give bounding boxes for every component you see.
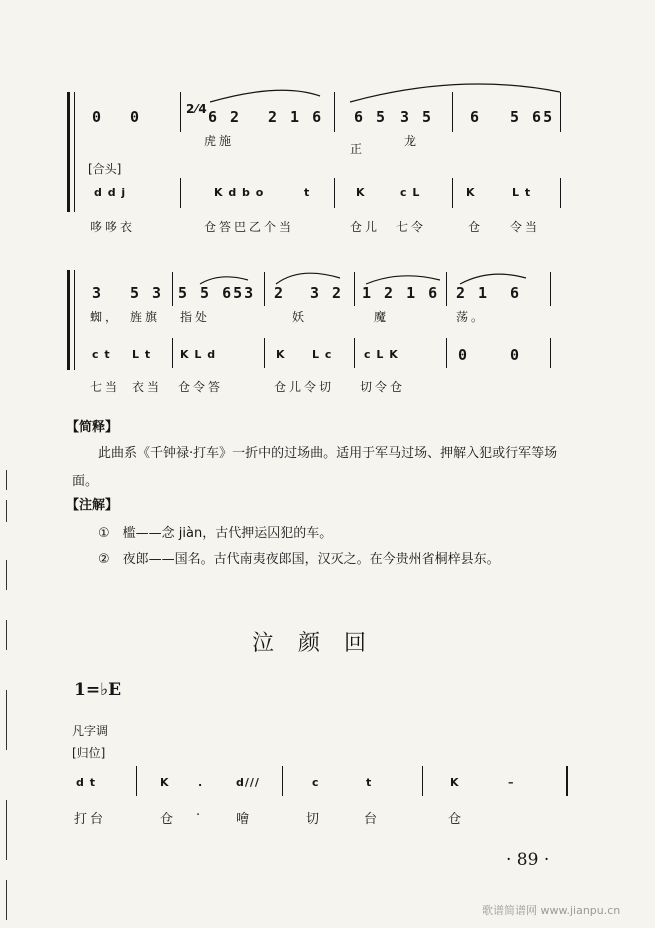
perc-lyric: 衣当 bbox=[132, 380, 163, 394]
note: 2 1 6 bbox=[268, 108, 324, 126]
perc-lyric: 令当 bbox=[510, 220, 541, 234]
note: 1 2 1 6 bbox=[362, 284, 440, 302]
phrase-slur bbox=[200, 78, 570, 108]
perc-symbol: K bbox=[450, 776, 460, 789]
perc-lyric: 切令仓 bbox=[360, 380, 406, 394]
piece-title: 泣颜回 bbox=[252, 631, 391, 656]
note: 3 2 bbox=[310, 284, 344, 302]
perc-lyric: 仓儿令切 bbox=[274, 380, 335, 394]
perc-symbol: c bbox=[312, 776, 320, 789]
perc-symbol: L c bbox=[312, 348, 333, 361]
lyric: 蜘， bbox=[90, 310, 121, 324]
note: 5 3 bbox=[130, 284, 164, 302]
perc-symbol: K bbox=[356, 186, 366, 199]
note: 6 bbox=[470, 108, 482, 126]
perc-symbol: t bbox=[304, 186, 311, 199]
perc-symbol: d/// bbox=[236, 776, 260, 789]
note: 3 bbox=[92, 284, 104, 302]
note: 6 2 bbox=[208, 108, 242, 126]
perc-symbol: L t bbox=[132, 348, 152, 361]
perc-symbol: c L K bbox=[364, 348, 399, 361]
note: 5 65 bbox=[510, 108, 555, 126]
perc-symbol: . bbox=[198, 776, 204, 789]
perc-symbol: K L d bbox=[180, 348, 217, 361]
time-signature: 2⁄4 bbox=[186, 102, 208, 116]
zhujie-heading: 【注解】 bbox=[66, 498, 119, 513]
key-signature: 1=♭E bbox=[74, 680, 122, 700]
perc-symbol: c t bbox=[92, 348, 111, 361]
note: 6 5 bbox=[354, 108, 388, 126]
perc-lyric: 台 bbox=[364, 812, 381, 827]
perc-symbol: d t bbox=[76, 776, 96, 789]
section-label: [合头] bbox=[88, 162, 122, 176]
page-number: · 89 · bbox=[506, 850, 550, 870]
jianshi-heading: 【简释】 bbox=[66, 420, 119, 435]
note: 6 bbox=[510, 284, 522, 302]
note: 2 1 bbox=[456, 284, 490, 302]
perc-lyric: 哆哆衣 bbox=[90, 220, 136, 234]
perc-lyric: 仓儿 bbox=[350, 220, 381, 234]
perc-symbol: d d j bbox=[94, 186, 127, 199]
perc-lyric: 仓令答 bbox=[178, 380, 224, 394]
note: 0 bbox=[458, 346, 470, 364]
perc-lyric: 切 bbox=[306, 812, 323, 827]
note-2: ② 夜郎——国名。古代南夷夜郎国，汉灭之。在今贵州省桐梓县东。 bbox=[98, 552, 500, 567]
perc-symbol: K bbox=[276, 348, 286, 361]
perc-symbol: K bbox=[160, 776, 170, 789]
lyric: 正 bbox=[350, 142, 366, 156]
perc-lyric: 七当 bbox=[90, 380, 121, 394]
perc-lyric: 七令 bbox=[396, 220, 427, 234]
lyric: 旌旗 bbox=[130, 310, 161, 324]
note: 0 bbox=[130, 108, 142, 126]
lyric: 指处 bbox=[180, 310, 211, 324]
lyric: 龙 bbox=[404, 134, 420, 148]
perc-symbol: K d b o bbox=[214, 186, 265, 199]
note: 0 bbox=[92, 108, 104, 126]
perc-lyric: · bbox=[196, 808, 204, 823]
perc-lyric: 仓 bbox=[448, 812, 465, 827]
perc-symbol: K bbox=[466, 186, 476, 199]
perc-lyric: 仓答巴乙个当 bbox=[204, 220, 295, 234]
note: 5 5 653 bbox=[178, 284, 256, 302]
note: 2 bbox=[274, 284, 286, 302]
perc-symbol: t bbox=[366, 776, 373, 789]
section-label: [归位] bbox=[72, 746, 106, 760]
note: 0 bbox=[510, 346, 522, 364]
perc-symbol: – bbox=[508, 776, 515, 789]
lyric: 妖 bbox=[292, 310, 308, 324]
lyric: 魔 bbox=[374, 310, 390, 324]
perc-lyric: 打台 bbox=[74, 812, 107, 827]
perc-lyric: 仓 bbox=[160, 812, 177, 827]
jianshi-text: 此曲系《千钟禄·打车》一折中的过场曲。适用于军马过场、押解入犯或行军等场面。 bbox=[72, 446, 558, 489]
perc-lyric: 仓 bbox=[468, 220, 484, 234]
lyric: 荡。 bbox=[456, 310, 487, 324]
watermark: 歌谱简谱网 www.jianpu.cn bbox=[482, 904, 621, 917]
note-1: ① 槛——念 jiàn，古代押运囚犯的车。 bbox=[98, 526, 333, 541]
note: 3 5 bbox=[400, 108, 434, 126]
perc-lyric: 噲 bbox=[236, 812, 253, 827]
perc-symbol: c L bbox=[400, 186, 421, 199]
mode-label: 凡字调 bbox=[72, 724, 109, 738]
lyric: 虎施 bbox=[204, 134, 235, 148]
perc-symbol: L t bbox=[512, 186, 532, 199]
